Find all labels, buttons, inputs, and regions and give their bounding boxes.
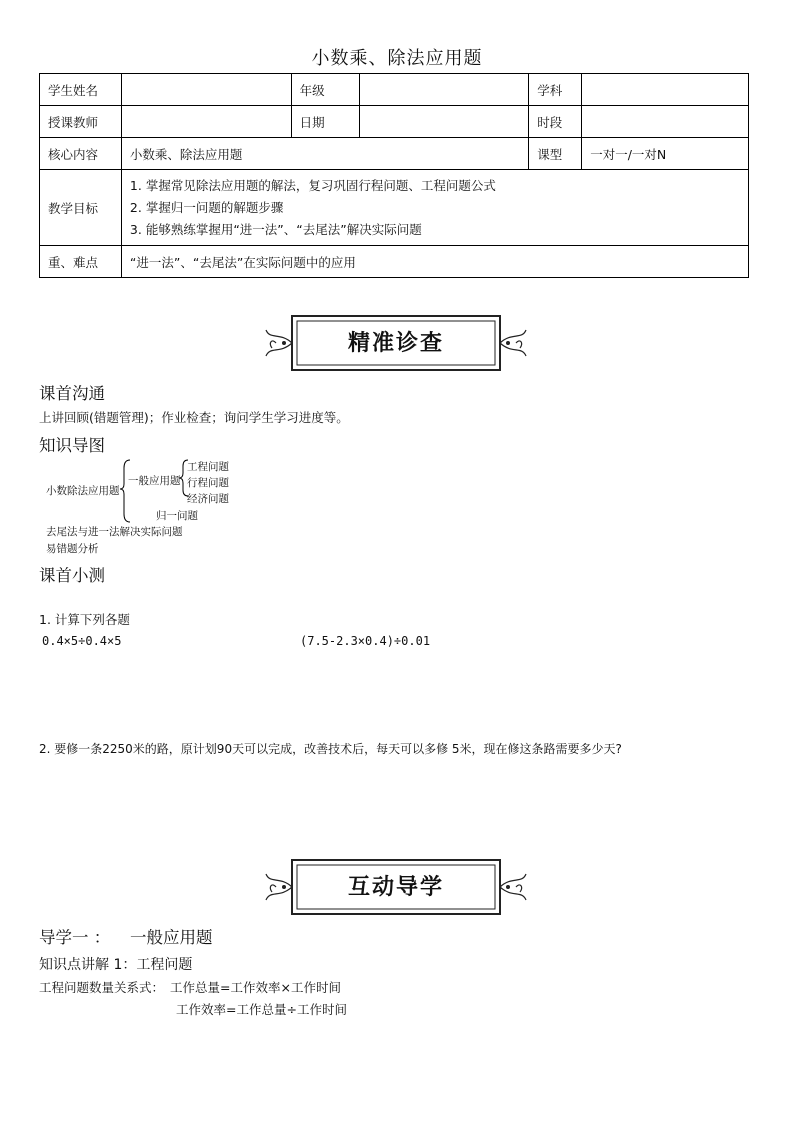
banner-title: 精准诊查 [347, 330, 444, 356]
formula-label: 工程问题数量关系式： [39, 980, 165, 995]
goal-item: 2. 掌握归一问题的解题步骤 [129, 199, 284, 215]
map-branch-general: 一般应用题 [128, 475, 181, 487]
quiz-expression-2: (7.5-2.3×0.4)÷0.01 [300, 634, 431, 648]
knowledge-point: 知识点讲解 1：工程问题 [39, 957, 193, 973]
key-value: “进一法”、“去尾法”在实际问题中的应用 [121, 246, 748, 278]
key-label: 重、难点 [40, 246, 122, 278]
map-branch-unitary: 归一问题 [156, 510, 198, 522]
goals-list [121, 170, 748, 246]
page-title: 小数乘、除法应用题 [311, 48, 483, 69]
teacher-label: 授课教师 [40, 106, 122, 138]
grade-value [359, 74, 529, 106]
goal-item: 1. 掌握常见除法应用题的解法，复习巩固行程问题、工程问题公式 [129, 177, 496, 193]
quiz-expression-1: 0.4×5÷0.4×5 [42, 634, 122, 648]
subject-label: 学科 [529, 74, 582, 106]
heading-guide-left: 导学一 ： [39, 928, 111, 947]
goal-item: 3. 能够熟练掌握用“进一法”、“去尾法”解决实际问题 [129, 221, 422, 237]
student-label: 学生姓名 [40, 74, 122, 106]
map-leaf: 经济问题 [187, 493, 229, 505]
period-label: 时段 [529, 106, 582, 138]
subject-value [582, 74, 749, 106]
formula-1: 工作总量=工作效率×工作时间 [170, 980, 341, 995]
lesson-info-table [39, 73, 749, 278]
quiz-question-2: 2. 要修一条2250米的路，原计划90天可以完成，改善技术后，每天可以多修 5米，现在修这条路需要多少天? [39, 742, 622, 756]
quiz-question-1: 1. 计算下列各题 [39, 612, 130, 627]
intro-text: 上讲回顾(错题管理)；作业检查；询问学生学习进度等。 [39, 410, 349, 425]
map-leaf: 行程问题 [187, 477, 229, 489]
heading-guide-right: 一般应用题 [130, 928, 213, 947]
teacher-value [121, 106, 291, 138]
student-value [121, 74, 291, 106]
map-leaf: 工程问题 [187, 461, 229, 473]
formula-2: 工作效率=工作总量÷工作时间 [176, 1002, 347, 1017]
section-banner-interactive [262, 856, 530, 918]
heading-intro: 课首沟通 [39, 384, 105, 403]
map-extra: 去尾法与进一法解决实际问题 [46, 526, 183, 538]
heading-quiz: 课首小测 [39, 566, 105, 585]
type-value: 一对一/一对N [582, 138, 749, 170]
knowledge-map [40, 456, 260, 556]
banner-title: 互动导学 [347, 874, 444, 900]
map-extra: 易错题分析 [46, 543, 99, 555]
grade-label: 年级 [291, 74, 359, 106]
period-value [582, 106, 749, 138]
date-value [359, 106, 529, 138]
map-root: 小数除法应用题 [46, 485, 120, 497]
goals-label: 教学目标 [40, 170, 122, 246]
date-label: 日期 [291, 106, 359, 138]
type-label: 课型 [529, 138, 582, 170]
section-banner-diagnose [262, 312, 530, 374]
core-label: 核心内容 [40, 138, 122, 170]
core-value: 小数乘、除法应用题 [121, 138, 528, 170]
heading-knowledge-map: 知识导图 [39, 436, 105, 455]
